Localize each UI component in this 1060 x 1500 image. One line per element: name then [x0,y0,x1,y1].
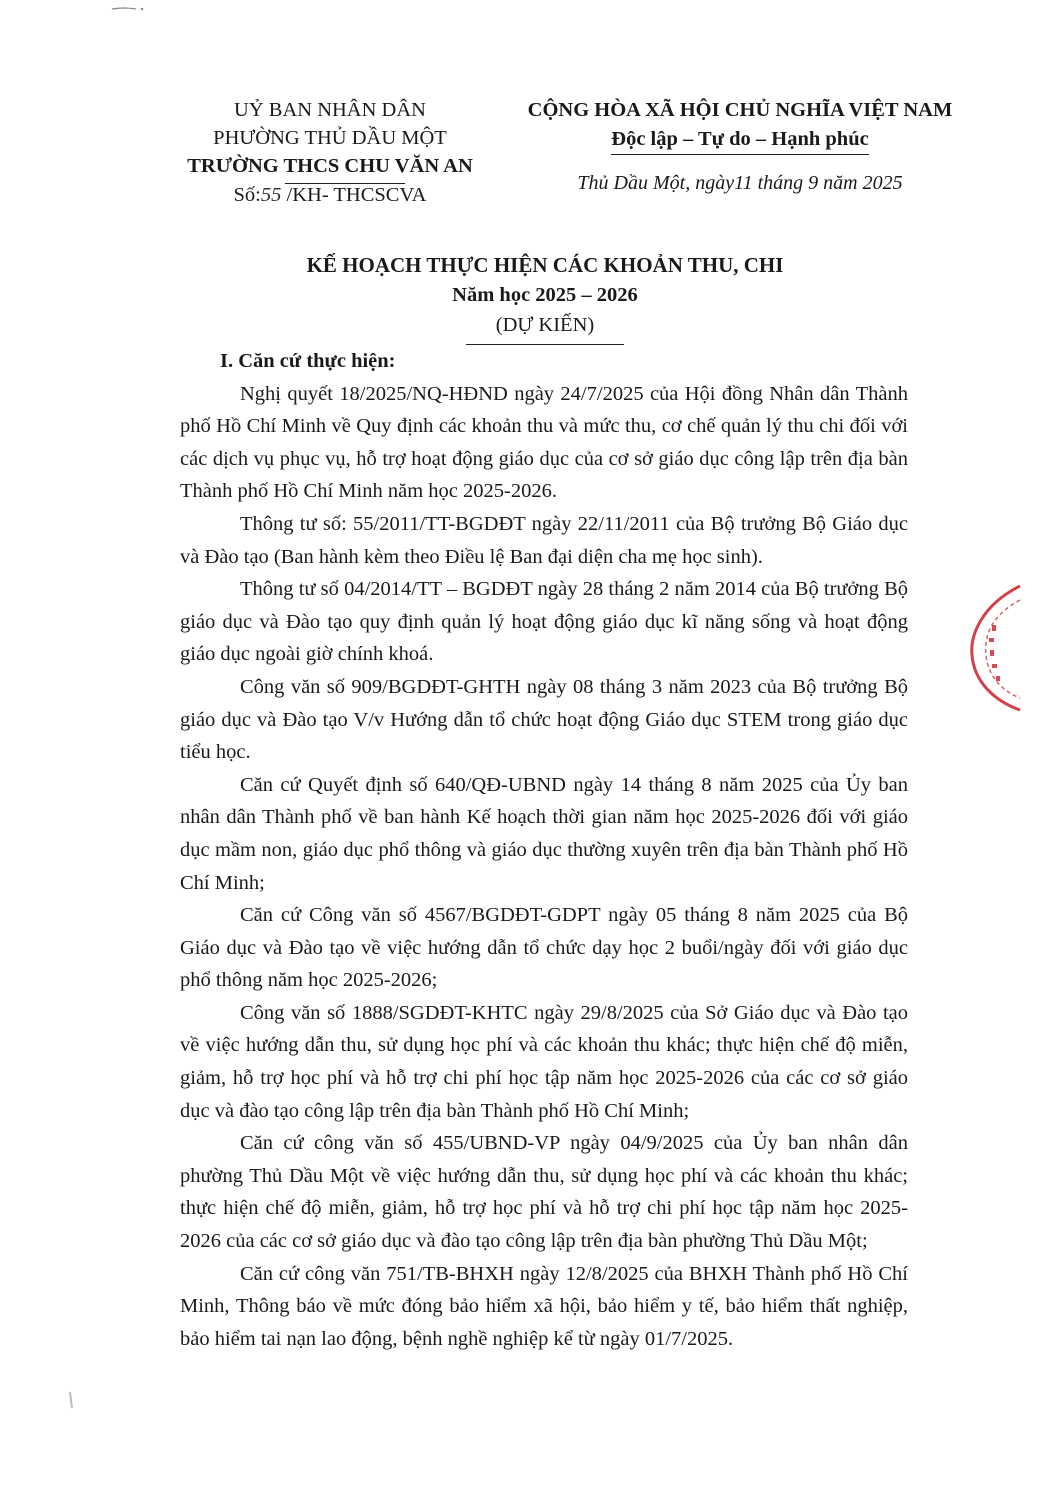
document-title-block [150,250,940,345]
basis-paragraph: Căn cứ công văn 751/TB-BHXH ngày 12/8/2025 của BHXH Thành phố Hồ Chí Minh, Thông báo về mức đóng bảo hiểm xã hội, bảo hiểm y tế, bảo hiểm thất nghiệp, bảo hiểm tai nạn lao động, bệnh nghề nghiệp kể từ ngày 01/7/2025. [180,1262,908,1350]
section-heading: I. Căn cứ thực hiện: [220,350,396,372]
document-draft-label: (DỰ KIẾN) [466,310,624,345]
basis-paragraph: Căn cứ Công văn số 4567/BGDĐT-GDPT ngày 05 tháng 8 năm 2025 của Bộ Giáo dục và Đào tạo về việc hướng dẫn tổ chức dạy học 2 buổi/ngày đối với giáo dục phổ thông năm học 2025-2026; [180,904,908,992]
document-number-value: 55 [260,184,282,206]
basis-paragraph: Công văn số 1888/SGDĐT-KHTC ngày 29/8/2025 của Sở Giáo dục và Đào tạo về việc hướng dẫn thu, sử dụng học phí và các khoản thu khác; thực hiện chế độ miễn, giảm, hỗ trợ học phí và hỗ trợ chi phí học tập năm học 2025-2026 của các cơ sở giáo dục và đào tạo công lập trên địa bàn Thành phố Hồ Chí Minh; [180,1001,908,1122]
document-title: KẾ HOẠCH THỰC HIỆN CÁC KHOẢN THU, CHI [306,253,784,277]
document-number-label: Số: [233,184,261,206]
basis-paragraph: Nghị quyết 18/2025/NQ-HĐND ngày 24/7/2025 của Hội đồng Nhân dân Thành phố Hồ Chí Minh về Quy định các khoản thu và mức thu, cơ chế quản lý thu chi đối với các dịch vụ phục vụ, hỗ trợ hoạt động giáo dục của cơ sở giáo dục công lập trên địa bàn Thành phố Hồ Chí Minh năm học 2025-2026. [180,382,908,503]
issuer-authority: UỶ BAN NHÂN DÂN [234,99,426,121]
issuer-header [160,96,500,209]
date-prefix: Thủ Dầu Một, ngày [577,172,735,194]
school-underline [285,183,405,184]
basis-paragraph: Công văn số 909/BGDĐT-GHTH ngày 08 tháng 3 năm 2023 của Bộ trưởng Bộ giáo dục và Đào tạo V/v Hướng dẫn tổ chức hoạt động Giáo dục STEM trong giáo dục tiểu học. [180,675,908,764]
national-motto: Độc lập – Tự do – Hạnh phúc [611,124,868,155]
basis-paragraph: Căn cứ công văn số 455/UBND-VP ngày 04/9/2025 của Ủy ban nhân dân phường Thủ Dầu Một về việc hướng dẫn thu, sử dụng học phí và các khoản thu khác; thực hiện chế độ miễn, giảm, hỗ trợ học phí và hỗ trợ chi phí học tập năm học 2025-2026 của các cơ sở giáo dục và đào tạo công lập trên địa bàn phường Thủ Dầu Một; [180,1132,908,1253]
basis-paragraph: Thông tư số: 55/2011/TT-BGDĐT ngày 22/11/2011 của Bộ trưởng Bộ Giáo dục và Đào tạo (Ban hành kèm theo Điều lệ Ban đại diện cha mẹ học sinh). [180,512,908,568]
document-number-suffix: /KH- THCSCVA [286,184,427,206]
red-seal-stamp [962,580,1022,715]
date-day: 11 [734,172,753,194]
issuer-ward: PHƯỜNG THỦ DẦU MỘT [213,127,447,149]
issuer-school: TRƯỜNG THCS CHU VĂN AN [187,155,473,177]
national-title: CỘNG HÒA XÃ HỘI CHỦ NGHĨA VIỆT NAM [527,99,953,121]
document-school-year: Năm học 2025 – 2026 [452,284,638,306]
basis-paragraph: Căn cứ Quyết định số 640/QĐ-UBND ngày 14 tháng 8 năm 2025 của Ủy ban nhân dân Thành phố về ban hành Kế hoạch thời gian năm học 2025-2026 đối với giáo dục mầm non, giáo dục phổ thông và giáo dục thường xuyên trên địa bàn Thành phố Hồ Chí Minh; [180,773,908,894]
scan-mark [66,1390,80,1410]
date-suffix: tháng 9 năm 2025 [752,172,903,194]
scan-mark [110,6,150,12]
national-header [510,96,970,197]
document-number [160,181,500,209]
document-date [510,169,970,197]
basis-paragraph: Thông tư số 04/2014/TT – BGDĐT ngày 28 tháng 2 năm 2014 của Bộ trưởng Bộ giáo dục và Đào tạo quy định quản lý hoạt động giáo dục kĩ năng sống và hoạt động giáo dục ngoài giờ chính khoá. [180,578,908,666]
document-body [180,345,908,1355]
